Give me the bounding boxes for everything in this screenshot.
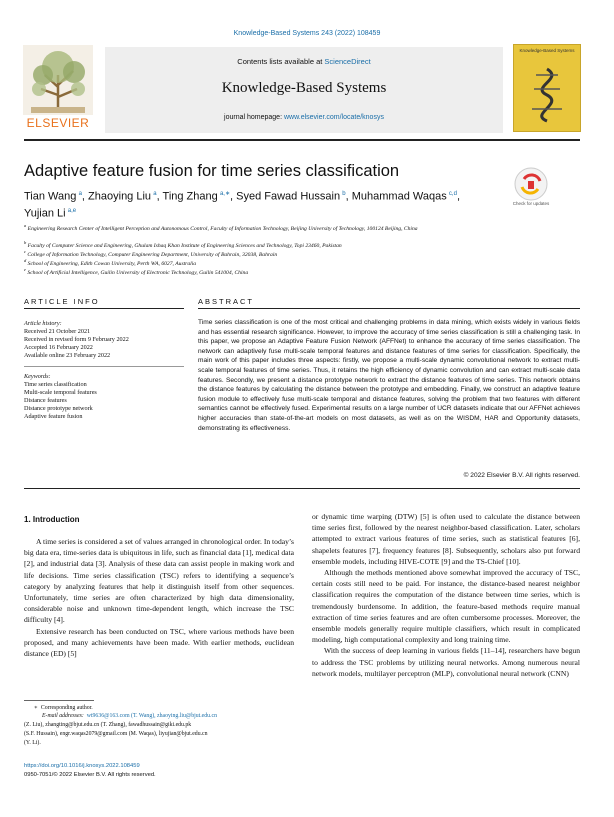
contents-prefix: Contents lists available at: [237, 57, 325, 66]
abstract-rule: [198, 308, 580, 309]
paper-title: Adaptive feature fusion for time series classification: [24, 162, 400, 180]
publisher-name: ELSEVIER: [26, 116, 90, 130]
affiliation-text: School of Engineering, Edith Cowan University, Perth WA, 6027, Australia: [27, 260, 197, 267]
paragraph: Extensive research has been conducted on TSC, where various methods have been proposed, and many achievements have been made. With earlier methods, euclidean distance (ED) [5]: [24, 626, 294, 659]
cover-title: Knowledge-Based Systems: [519, 48, 575, 53]
history-label: Article history:: [24, 320, 62, 327]
keyword: Adaptive feature fusion: [24, 413, 83, 420]
affiliation-marker: d: [24, 258, 27, 263]
abstract-copyright: © 2022 Elsevier B.V. All rights reserved.: [463, 472, 580, 479]
abstract-text: Time series classification is one of the most critical and challenging problems in data mining, which exists widely in various fields and has essential research significance. However, to improve the accuracy of time series classification is still a challenging task. In this paper, we propose an Adaptive Feature Fusion Network (AFFNet) to enhance the accuracy of time series classification. The network can adaptively fuse multi-scale temporal features and distance features of time series for classification. Specifically, the main work of this paper includes three aspects: firstly, we propose a multi-scale dynamic convolutional network to extract multi-scale temporal features of time series. Thus, it retains the high efficiency of dynamic convolution and can extract multi-scale data features. Secondly, we present a distance prototype network to extract the distance features of time series. This network obtains the distance features by calculating the distance between the prototype and embedding. Finally, we construct an adaptive feature fusion module to effectively fuse multi-scale temporal and distance features, solving the problem that two features with different semantics cannot be effectively fused. Experimental results on a large number of UCR datasets indicate that our AFFNet achieves higher accuracies than state-of-the-art models on most datasets, as well as on the WISDM, HAR and Opportunity datasets, demonstrating its effectiveness.: [198, 319, 580, 432]
affiliation-text: School of Artificial Intelligence, Guilin University of Electronic Technology, Guilin 541004, China: [27, 269, 249, 276]
author-list: Tian Wang $^a$, Zhaoying Liu $^a$, Ting Zhang $^{a,∗}$, Syed Fawad Hussain $^b$, Muhammad Waqas $^{c,d}$, Yujian Li $^{a,e}$: [24, 190, 460, 220]
section-heading-introduction: 1. Introduction: [24, 515, 80, 524]
affiliation-marker: b: [24, 240, 27, 245]
author[interactable]: Syed Fawad Hussain: [236, 190, 341, 203]
homepage-line: [105, 114, 503, 121]
footnote-rule: [24, 700, 94, 701]
email-line[interactable]: (Y. Li).: [24, 740, 41, 746]
affiliation-text: College of Information Technology, Computer Engineering Department, University of Bahrain, 32038, Bahrain: [27, 251, 278, 258]
email-line[interactable]: (Z. Liu), zhangting@bjut.edu.cn (T. Zhang), fawadhussain@giki.edu.pk: [24, 722, 192, 728]
check-for-updates-icon[interactable]: [514, 167, 548, 201]
paragraph: A time series is considered a set of values arranged in chronological order. In today’s big data era, time-series data is ubiquitous in life, such as financial data [1], medical data [2], and industrial data [3]. Analysis of these data can assist people in making work and life decisions. Time series classification (TSC) refers to identifying a sequence’s category by analyzing features that help it distinguish itself from other sequences. Unfortunately, time series are often characterized by high data dimensionality, considerable noise and unknown time-dependent length, which increase the TSC difficulty [4].: [24, 537, 294, 625]
affiliation: [24, 266, 494, 277]
article-info-heading: ARTICLE INFO: [24, 297, 100, 306]
journal-cover[interactable]: [513, 44, 581, 132]
issn-line: 0950-7051/© 2022 Elsevier B.V. All rights reserved.: [24, 772, 156, 778]
sciencedirect-link[interactable]: ScienceDirect: [324, 57, 371, 66]
email-label: E-mail addresses:: [42, 713, 84, 719]
author-affiliation-marker[interactable]: b: [342, 191, 346, 197]
keyword: Time series classification: [24, 381, 87, 388]
paragraph: Although the methods mentioned above somewhat improved the accuracy of TSC, certain costs still need to be paid. For instance, the distance-based nearest neighbor classification requires the computation of the distance between time series, which is tremendously burdensome. In addition, the feature-based methods require manual extraction of time series features and are often cumbersome processes. Moreover, the ensemble models generally require multiple classifiers, which result in complicated modeling, high computational complexity and long training time.: [312, 568, 580, 645]
corresponding-author-label: Corresponding author.: [40, 705, 93, 711]
email-line: [42, 712, 217, 720]
abstract-bottom-rule: [24, 488, 580, 489]
author[interactable]: Tian Wang: [24, 190, 77, 203]
contents-line: [105, 57, 503, 66]
doi-link[interactable]: https://doi.org/10.1016/j.knosys.2022.108459: [24, 763, 140, 769]
author-affiliation-marker[interactable]: c,d: [448, 191, 457, 197]
intro-right-column: [312, 511, 580, 679]
check-for-updates-label[interactable]: Check for updates: [512, 201, 550, 206]
author[interactable]: Ting Zhang: [162, 190, 218, 203]
email-line[interactable]: (S.F. Hussain), engr.waqas2079@gmail.com (M. Waqas), liyujian@bjut.edu.cn: [24, 731, 208, 737]
keyword: Distance prototype network: [24, 405, 93, 412]
affiliation: [24, 222, 494, 233]
paragraph: or dynamic time warping (DTW) [5] is often used to calculate the distance between time series first, followed by the nearest neighbor-based classification. Later, scholars attempted to extract various features of time series, such as statistical features [6], shapelets features [7], frequency features [8]. Subsequently, scholars also put forward ensemble models, including HIVE-COTE [9] and the TS-Chief [10].: [312, 512, 580, 566]
journal-name: Knowledge-Based Systems: [221, 80, 387, 96]
keyword: Distance features: [24, 397, 67, 404]
affiliation-text: Engineering Research Center of Intelligent Perception and Autonomous Control, Faculty of Information Technology, Beijing University of Technology, 100124 Beijing, China: [27, 225, 418, 232]
history-item: Accepted 16 February 2022: [24, 344, 93, 351]
cover-illustration: [524, 59, 570, 125]
history-item: Available online 23 February 2022: [24, 352, 111, 359]
homepage-link[interactable]: www.elsevier.com/locate/knosys: [283, 114, 384, 121]
affiliation-marker: c: [24, 249, 26, 254]
paragraph: With the success of deep learning in various fields [11–14], researchers have begun to address the TSC problems by utilizing neural networks. Among numerous neural network models, multilayer perceptron (MLP), convolutional neural network (CNN): [312, 646, 580, 678]
header-rule: [24, 139, 580, 141]
article-info-rule: [24, 308, 184, 309]
abstract-heading: ABSTRACT: [198, 297, 255, 306]
history-item: Received 21 October 2021: [24, 328, 91, 335]
affiliation-marker: a: [24, 223, 27, 228]
homepage-prefix: journal homepage:: [224, 114, 284, 121]
author-affiliation-marker[interactable]: a: [153, 191, 157, 197]
keyword: Multi-scale temporal features: [24, 389, 97, 396]
author-affiliation-marker[interactable]: a,∗: [219, 191, 230, 197]
affiliation-text: Faculty of Computer Science and Engineering, Ghulam Ishaq Khan Institute of Engineering Sciences and Technology, Topi 23460, Pakistan: [27, 242, 342, 249]
author[interactable]: Muhammad Waqas: [351, 190, 447, 203]
email-addresses[interactable]: wt9636@163.com (T. Wang), zhaoying.liu@bjut.edu.cn: [86, 713, 217, 719]
affiliation-marker: e: [24, 267, 26, 272]
corresponding-author-note: ∗ Corresponding author.: [34, 705, 93, 711]
author[interactable]: Zhaoying Liu: [88, 190, 152, 203]
author-affiliation-marker[interactable]: a,e: [67, 207, 77, 214]
keywords-label: Keywords:: [24, 373, 51, 380]
author-affiliation-marker[interactable]: a: [78, 191, 82, 197]
info-divider: [24, 366, 184, 367]
history-item: Received in revised form 9 February 2022: [24, 336, 129, 343]
intro-left-column: [24, 536, 294, 659]
journal-reference[interactable]: Knowledge-Based Systems 243 (2022) 108459: [233, 30, 381, 37]
author[interactable]: Yujian Li: [24, 207, 66, 220]
